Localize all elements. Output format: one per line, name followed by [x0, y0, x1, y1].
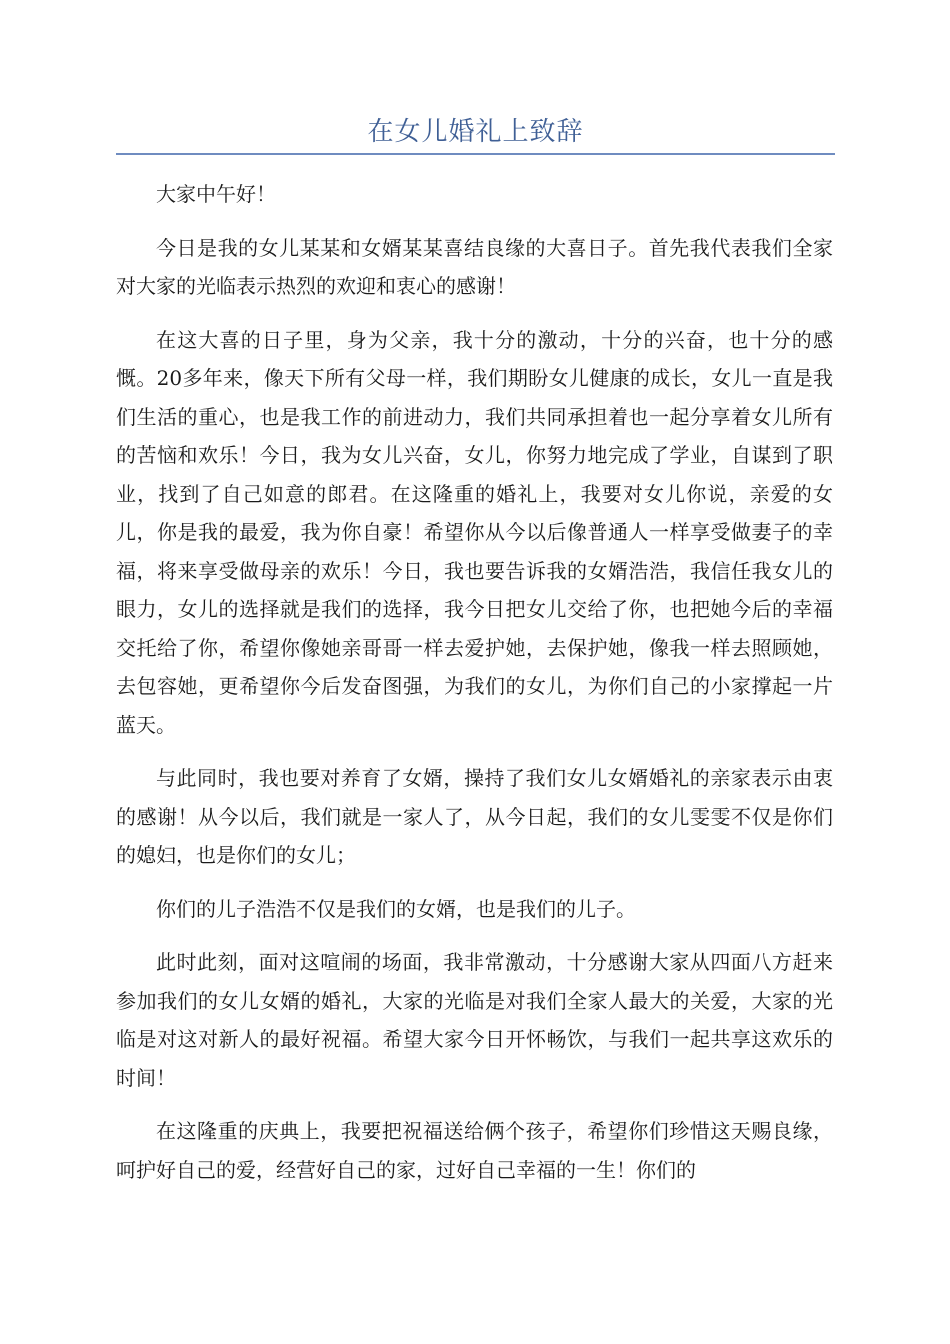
title-underline	[116, 153, 835, 155]
paragraph-thanks-guests: 此时此刻，面对这喧闹的场面，我非常激动，十分感谢大家从四面八方赶来参加我们的女儿女婿的婚礼，大家的光临是对我们全家人最大的关爱，大家的光临是对这对新人的最好祝福。希望大家今日开怀畅饮，与我们一起共享这欢乐的时间！	[116, 950, 833, 1090]
paragraph-greeting: 大家中午好！	[156, 182, 276, 206]
paragraph-thanks-in-laws: 与此同时，我也要对养育了女婿，操持了我们女儿女婿婚礼的亲家表示由衷的感谢！从今以后，我们就是一家人了，从今日起，我们的女儿雯雯不仅是你们的媳妇，也是你们的女儿；	[116, 766, 833, 867]
document-body	[116, 175, 833, 1204]
paragraph-opening: 今日是我的女儿某某和女婿某某喜结良缘的大喜日子。首先我代表我们全家对大家的光临表示热烈的欢迎和衷心的感谢！	[116, 235, 833, 298]
paragraph-son-in-law: 你们的儿子浩浩不仅是我们的女婿，也是我们的儿子。	[156, 896, 636, 921]
paragraph-blessing: 在这隆重的庆典上，我要把祝福送给俩个孩子，希望你们珍惜这天赐良缘，呵护好自己的爱，经营好自己的家，过好自己幸福的一生！你们的	[116, 1119, 833, 1182]
document-title: 在女儿婚礼上致辞	[367, 117, 584, 147]
paragraph-father-feelings: 在这大喜的日子里，身为父亲，我十分的激动，十分的兴奋，也十分的感慨。20多年来，像天下所有父母一样，我们期盼女儿健康的成长，女儿一直是我们生活的重心，也是我工作的前进动力，我们共同承担着也一起分享着女儿所有的苦恼和欢乐！今日，我为女儿兴奋，女儿，你努力地完成了学业，自谋到了职业，找到了自己如意的郎君。在这隆重的婚礼上，我要对女儿你说，亲爱的女儿，你是我的最爱，我为你自豪！希望你从今以后像普通人一样享受做妻子的幸福，将来享受做母亲的欢乐！今日，我也要告诉我的女婿浩浩，我信任我女儿的眼力，女儿的选择就是我们的选择，我今日把女儿交给了你，也把她今后的幸福交托给了你，希望你像她亲哥哥一样去爱护她，去保护她，像我一样去照顾她，去包容她，更希望你今后发奋图强，为我们的女儿，为你们自己的小家撑起一片蓝天。	[116, 327, 833, 737]
